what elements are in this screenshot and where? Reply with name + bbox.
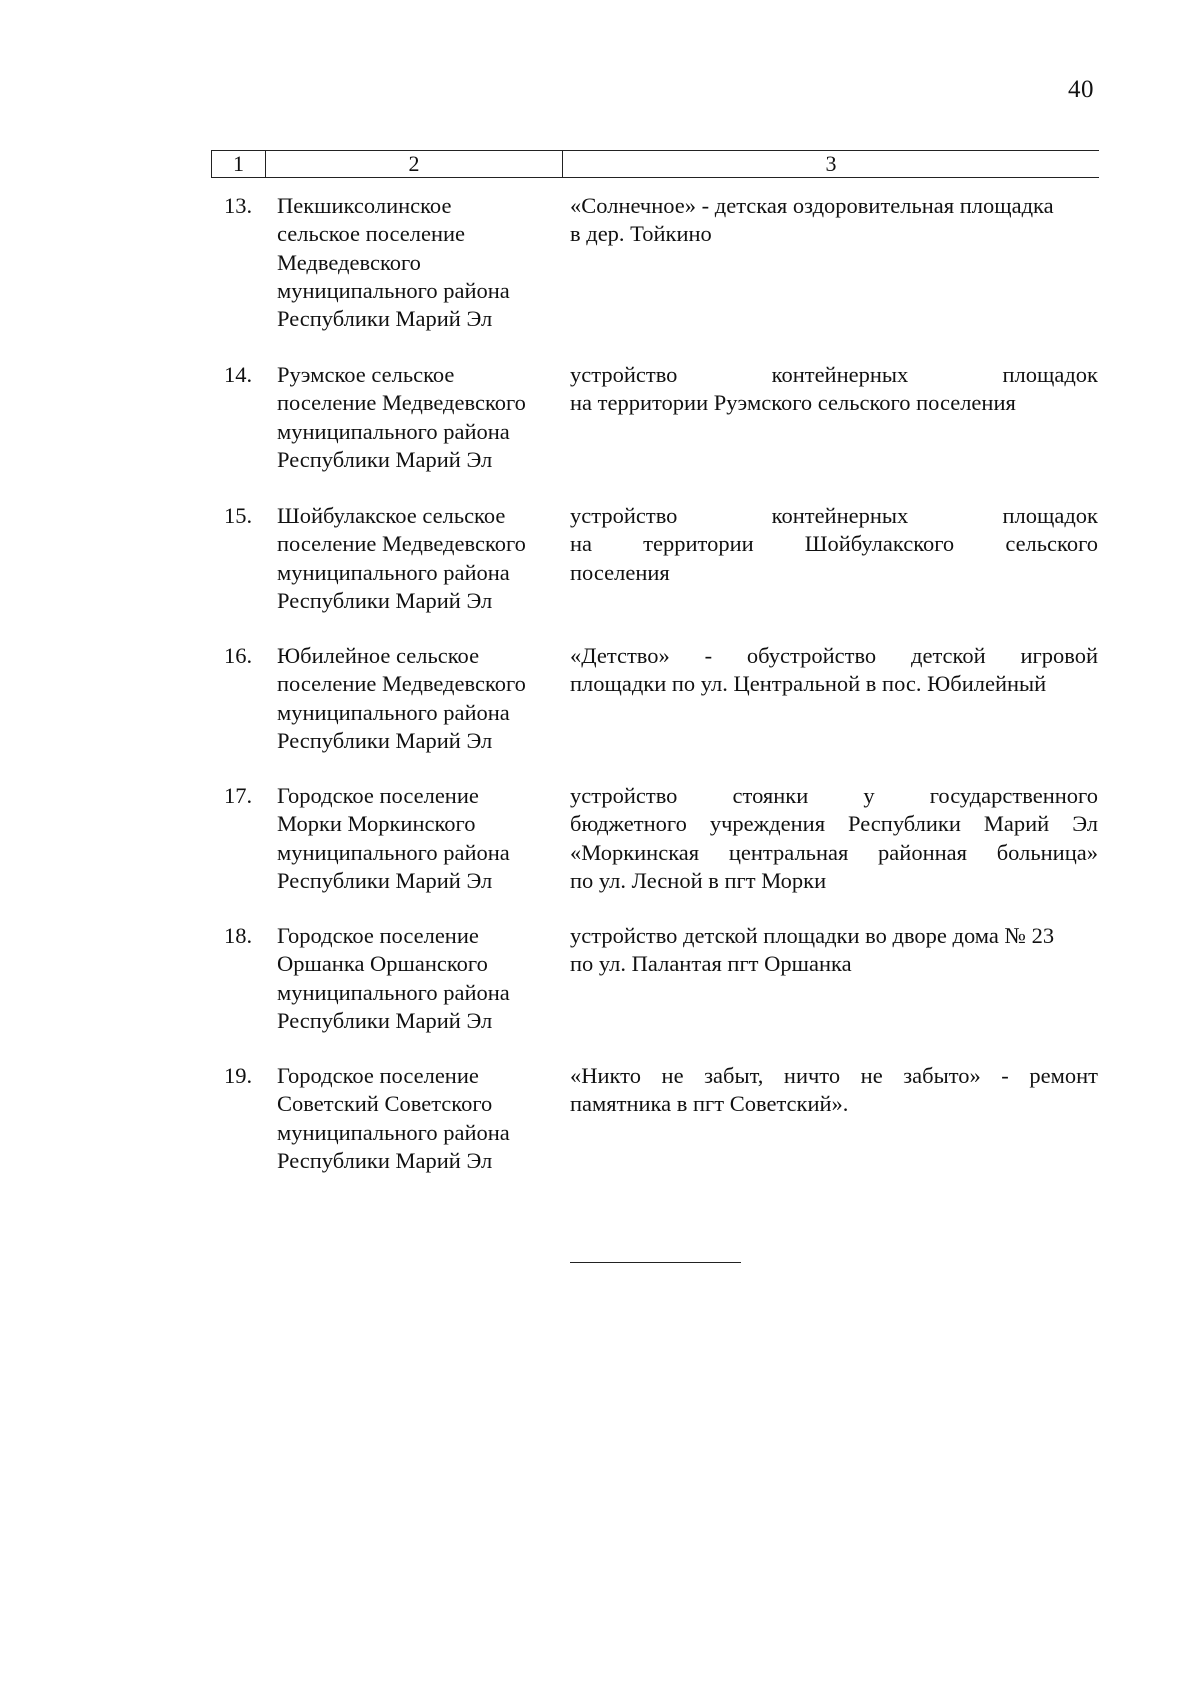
row-number: 17. bbox=[224, 783, 253, 808]
settlement-name-line: Шойбулакское сельское bbox=[277, 503, 506, 528]
settlement-name-line: Городское поселение bbox=[277, 923, 479, 948]
settlement-name-line: Городское поселение bbox=[277, 783, 479, 808]
project-description-line: устройство контейнерных площадок bbox=[570, 362, 1098, 387]
project-description-line: в дер. Тойкино bbox=[570, 221, 712, 247]
table-header-row bbox=[211, 150, 1099, 178]
end-separator-line bbox=[570, 1262, 741, 1263]
settlement-name bbox=[277, 1062, 547, 1175]
settlement-name-line: муниципального района bbox=[277, 559, 510, 585]
settlement-name-line: Руэмское сельское bbox=[277, 362, 455, 387]
settlement-name-line: муниципального района bbox=[277, 979, 510, 1005]
project-description-line: площадки по ул. Центральной в пос. Юбилейный bbox=[570, 671, 1047, 697]
project-description-line: устройство стоянки у государственного bbox=[570, 783, 1098, 808]
settlement-name-line: Медведевского bbox=[277, 249, 421, 275]
settlement-name-line: Республики Марий Эл bbox=[277, 587, 493, 613]
settlement-name-line: Юбилейное сельское bbox=[277, 643, 480, 668]
project-description-line: на территории Руэмского сельского поселения bbox=[570, 390, 1016, 416]
settlement-name-line: Республики Марий Эл bbox=[277, 1147, 493, 1173]
settlement-name-line: сельское поселение bbox=[277, 221, 466, 247]
settlement-name-line: муниципального района bbox=[277, 1119, 510, 1145]
project-description-line: устройство контейнерных площадок bbox=[570, 503, 1098, 528]
settlement-name-line: поселение Медведевского bbox=[277, 531, 526, 557]
settlement-name-line: Республики Марий Эл bbox=[277, 867, 493, 893]
settlement-name-line: Пекшиксолинское bbox=[277, 193, 452, 218]
project-description-line: устройство детской площадки во дворе дома № 23 bbox=[570, 923, 1055, 948]
settlement-name-line: Морки Моркинского bbox=[277, 811, 476, 837]
header-cell-2: 2 bbox=[265, 151, 562, 177]
settlement-name bbox=[277, 502, 547, 615]
settlement-name-line: муниципального района bbox=[277, 277, 510, 303]
project-description bbox=[570, 642, 1098, 699]
row-number: 19. bbox=[224, 1063, 253, 1088]
row-number: 15. bbox=[224, 503, 253, 528]
settlement-name-line: Советский Советского bbox=[277, 1091, 493, 1117]
project-description bbox=[570, 782, 1098, 895]
project-description-line: по ул. Лесной в пгт Морки bbox=[570, 867, 827, 893]
project-description bbox=[570, 922, 1098, 979]
header-cell-3: 3 bbox=[562, 151, 1099, 177]
row-number: 16. bbox=[224, 643, 253, 668]
project-description-line: памятника в пгт Советский». bbox=[570, 1091, 849, 1117]
settlement-name-line: поселение Медведевского bbox=[277, 671, 526, 697]
page-number: 40 bbox=[1068, 76, 1094, 103]
project-description-line: на территории Шойбулакского сельского bbox=[570, 531, 1098, 557]
project-description bbox=[570, 192, 1098, 249]
settlement-name-line: Городское поселение bbox=[277, 1063, 479, 1088]
settlement-name-line: Оршанка Оршанского bbox=[277, 951, 488, 977]
settlement-name-line: Республики Марий Эл bbox=[277, 727, 493, 753]
row-number: 18. bbox=[224, 923, 253, 948]
row-number: 14. bbox=[224, 362, 253, 387]
settlement-name-line: муниципального района bbox=[277, 418, 510, 444]
settlement-name-line: муниципального района bbox=[277, 699, 510, 725]
settlement-name bbox=[277, 642, 547, 755]
project-description bbox=[570, 502, 1098, 587]
project-description-line: поселения bbox=[570, 559, 670, 585]
settlement-name-line: Республики Марий Эл bbox=[277, 446, 493, 472]
header-cell-1: 1 bbox=[211, 151, 265, 177]
project-description bbox=[570, 361, 1098, 418]
row-number: 13. bbox=[224, 193, 253, 218]
project-description-line: «Никто не забыт, ничто не забыто» - ремонт bbox=[570, 1063, 1098, 1088]
project-description-line: «Моркинская центральная районная больница» bbox=[570, 839, 1098, 865]
settlement-name bbox=[277, 782, 547, 895]
settlement-name-line: Республики Марий Эл bbox=[277, 306, 493, 332]
settlement-name-line: поселение Медведевского bbox=[277, 390, 526, 416]
project-description-line: «Солнечное» - детская оздоровительная площадка bbox=[570, 193, 1054, 218]
project-description-line: «Детство» - обустройство детской игровой bbox=[570, 643, 1098, 668]
project-description-line: бюджетного учреждения Республики Марий Эл bbox=[570, 811, 1098, 837]
settlement-name bbox=[277, 192, 547, 333]
settlement-name bbox=[277, 361, 547, 474]
settlement-name-line: муниципального района bbox=[277, 839, 510, 865]
project-description bbox=[570, 1062, 1098, 1119]
settlement-name bbox=[277, 922, 547, 1035]
project-description-line: по ул. Палантая пгт Оршанка bbox=[570, 951, 852, 977]
settlement-name-line: Республики Марий Эл bbox=[277, 1007, 493, 1033]
